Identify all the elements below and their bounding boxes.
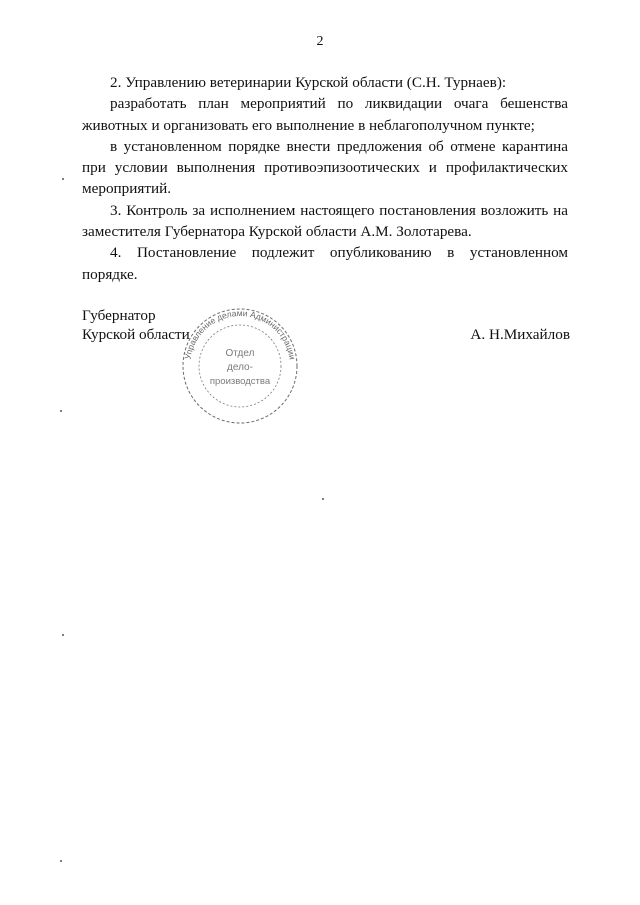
stamp-center-line3: производства	[209, 376, 271, 387]
scan-speck	[60, 860, 62, 862]
scan-speck	[62, 178, 64, 180]
stamp-center-line2: дело-	[227, 362, 253, 373]
signatory-name: А. Н.Михайлов	[470, 326, 570, 343]
scan-speck	[322, 498, 324, 500]
document-body	[82, 72, 568, 285]
paragraph-item-3: 3. Контроль за исполнением настоящего постановления возложить на заместителя Губернатора Курской области А.М. Золотарева.	[82, 201, 568, 241]
office-stamp	[175, 306, 305, 426]
stamp-ring-text: Управление делами Администрации	[182, 307, 298, 361]
paragraph-item-2-sub-2: в установленном порядке внести предложения об отмене карантина при условии выполнения противоэпизоотических и профилактических мероприятий.	[82, 137, 568, 198]
scan-speck	[60, 410, 62, 412]
paragraph-item-2: 2. Управлению ветеринарии Курской области (С.Н. Турнаев):	[110, 74, 507, 91]
signatory-position	[82, 306, 190, 344]
stamp-center-line1: Отдел	[225, 348, 255, 359]
paragraph-item-4: 4. Постановление подлежит опубликованию в установленном порядке.	[82, 244, 568, 283]
scan-speck	[62, 634, 64, 636]
signatory-position-line1: Губернатор	[82, 307, 156, 324]
page-number: 2	[316, 34, 324, 49]
paragraph-item-2-sub-1: разработать план мероприятий по ликвидации очага бешенства животных и организовать его выполнение в неблагополучном пункте;	[82, 95, 568, 134]
signatory-position-line2: Курской области	[82, 326, 190, 343]
